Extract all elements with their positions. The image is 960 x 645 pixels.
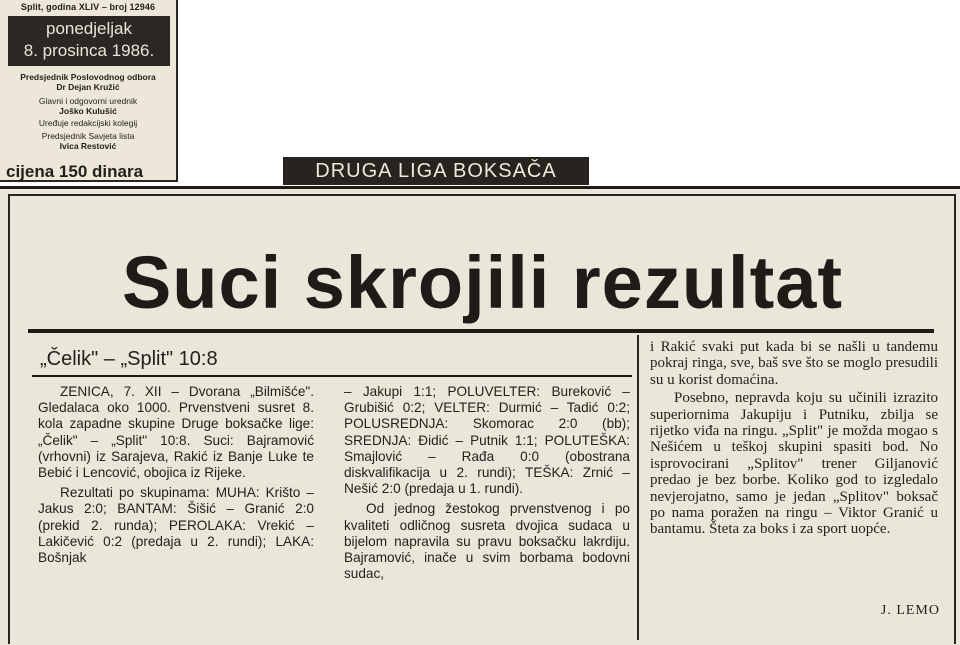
edition-line: Split, godina XLIV – broj 12946 [20,2,156,12]
subheadline: „Čelik" – „Split" 10:8 [40,348,218,370]
text-column-1 [38,384,314,570]
headline: Suci skrojili rezultat [121,241,844,324]
subhead-rule [32,375,632,377]
byline: J. LEMO [880,603,940,618]
staff-line: Ivica Restović [59,141,117,151]
section-kicker: DRUGA LIGA BOKSAČA [283,157,589,185]
price-label: cijena 150 dinara [6,162,144,181]
paragraph: Rezultati po skupinama: MUHA: Krišto – Jakus 2:0; BANTAM: Šišić – Granić 2:0 (prekid 2. runda); PEROLAKA: Vrekić – Lakičević 0:2 (predaja u 2. rundi); LAKA: Bošnjak [38,485,314,566]
staff-line: Predsjednik Poslovodnog odbora [20,72,156,82]
staff-line: Uređuje redakcijski kolegij [38,118,138,128]
staff-line: Dr Dejan Kružić [56,82,120,92]
frame-rule [8,194,10,644]
text-column-3 [650,339,938,540]
paragraph: Od jednog žestokog prvenstvenog i po kvaliteti odličnog susreta dvojica sudaca u bijelom napravila su pravu boksačku lakrdiju. Bajramović, inače u svim borbama bodovni sudac, [344,501,630,582]
issue-day: ponedjeljak [45,19,132,38]
date-box [8,16,170,66]
staff-line: Glavni i odgovorni urednik [38,96,138,106]
frame-rule [8,194,954,196]
paragraph: Posebno, nepravda koju su učinili izrazito superiornima Jakupiju i Putniku, zbilja se rijetko viđa na ringu. „Split" je možda mogao s Nešićem u teškoj skupini spasiti bod. No isprovocirani „Splitov" trener Giljanović predao je bez borbe. Koliko god to izgledalo nevjerojatno, samo je jedan „Splitov" boksač po nama poražen na ringu – Viktor Granić u bantamu. Šteta za boks i za sport uopće. [650,390,938,538]
paragraph: i Rakić svaki put kada bi se našli u tandemu pokraj ringa, sve, baš sve što se moglo presudili su u korist domaćina. [650,339,938,388]
headline-rule [28,329,934,333]
frame-rule [954,194,956,644]
paragraph: ZENICA, 7. XII – Dvorana „Bilmišće". Gledalaca oko 1000. Prvenstveni susret 8. kola zapadne skupine Druge boksačke lige: „Čelik" – „Split" 10:8. Suci: Bajramović (vrhovni) iz Sarajeva, Rakić iz Banje Luke te Bebić i Lencović, obojica iz Rijeke. [38,384,314,481]
column-rule [637,335,639,640]
issue-date: 8. prosinca 1986. [23,41,155,60]
masthead [0,0,178,182]
staff-line: Predsjednik Savjeta lista [41,131,135,141]
paragraph: – Jakupi 1:1; POLUVELTER: Bureković – Grubišić 0:2; VELTER: Durmić – Tadić 0:2; POLUSREDNJA: Skomorac 2:0 (bb); SREDNJA: Đidić – Putnik 1:1; POLUTEŠKA: Smajlović – Rađa 0:0 (obostrana diskvalifikacija u 2. rundi); TEŠKA: Zrnić – Nešić 2:0 (predaja u 1. rundi). [344,384,630,497]
article-clipping [0,186,960,645]
staff-line: Joško Kulušić [59,106,117,116]
text-column-2 [344,384,630,586]
